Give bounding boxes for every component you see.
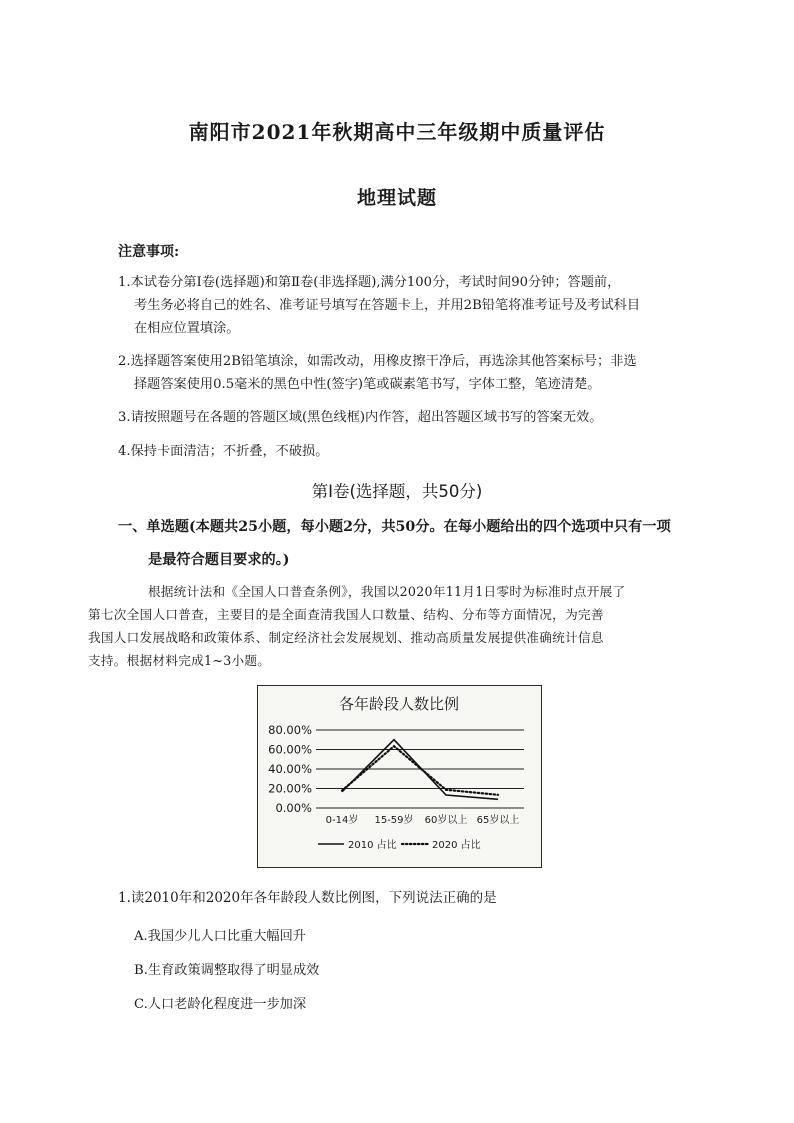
material-line3: 我国人口发展战略和政策体系、制定经济社会发展规划、推动高质量发展提供准确统计信息 <box>88 630 604 645</box>
question-1-option-a[interactable]: A.我国少儿人口比重大幅回升 <box>134 929 306 944</box>
legend-label: 2010 占比 <box>348 840 397 851</box>
mcq-instructions <box>118 511 698 576</box>
age-ratio-chart <box>257 685 542 868</box>
legend-label: 2020 占比 <box>432 840 481 851</box>
notice-item-2-line1: 2.选择题答案使用2B铅笔填涂，如需改动，用橡皮擦干净后，再选涂其他答案标号；非选 <box>118 354 637 369</box>
notice-item-1-line3: 在相应位置填涂。 <box>134 321 240 336</box>
notice-item-1-line2: 考生务必将自己的姓名、准考证号填写在答题卡上，并用2B铅笔将准考证号及考试科目 <box>134 298 641 313</box>
notice-item-3 <box>118 406 678 429</box>
chart-canvas <box>258 686 541 867</box>
x-tick-label: 65岁以上 <box>476 815 520 826</box>
exam-title: 南阳市2021年秋期高中三年级期中质量评估 <box>188 120 606 144</box>
notice-item-4 <box>118 440 678 463</box>
chart-title: 各年龄段人数比例 <box>338 695 460 713</box>
material-line4: 支持。根据材料完成1~3小题。 <box>88 653 271 668</box>
notice-item-4-line1: 4.保持卡面清洁；不折叠，不破损。 <box>118 444 329 459</box>
y-tick-label: 60.00% <box>268 742 312 757</box>
notice-item-1-line1: 1.本试卷分第Ⅰ卷(选择题)和第Ⅱ卷(非选择题),满分100分，考试时间90分钟；答题前， <box>118 275 621 290</box>
series-line-2 <box>342 746 498 795</box>
question-1-option-b[interactable]: B.生育政策调整取得了明显成效 <box>134 963 320 978</box>
material-passage <box>88 580 678 672</box>
notice-item-1 <box>118 271 678 340</box>
material-line1: 根据统计法和《全国人口普查条例》，我国以2020年11月1日零时为标准时点开展了 <box>148 584 626 599</box>
question-1-stem: 1.读2010年和2020年各年龄段人数比例图，下列说法正确的是 <box>118 890 497 906</box>
y-tick-label: 20.00% <box>268 781 312 796</box>
notice-heading: 注意事项: <box>118 244 180 260</box>
notice-item-2 <box>118 350 678 396</box>
mcq-line2: 是最符合题目要求的。) <box>148 552 290 568</box>
x-tick-label: 0-14岁 <box>325 815 359 826</box>
exam-subject: 地理试题 <box>356 187 437 209</box>
x-tick-label: 60岁以上 <box>424 815 468 826</box>
x-tick-label: 15-59岁 <box>374 815 414 826</box>
section-heading: 第Ⅰ卷(选择题，共50分) <box>311 482 483 501</box>
notice-item-3-line1: 3.请按照题号在各题的答题区域(黑色线框)内作答，超出答题区域书写的答案无效。 <box>118 410 603 425</box>
y-tick-label: 40.00% <box>268 762 312 776</box>
mcq-line1: 一、单选题(本题共25小题，每小题2分，共50分。在每小题给出的四个选项中只有一项 <box>118 519 671 535</box>
material-line2: 第七次全国人口普查，主要目的是全面查清我国人口数量、结构、分布等方面情况，为完善 <box>88 607 604 622</box>
notice-item-2-line2: 择题答案使用0.5毫米的黑色中性(签字)笔或碳素笔书写，字体工整，笔迹清楚。 <box>134 377 601 392</box>
y-tick-label: 80.00% <box>268 723 312 737</box>
y-tick-label: 0.00% <box>275 801 312 815</box>
question-1-option-c[interactable]: C.人口老龄化程度进一步加深 <box>134 997 307 1012</box>
